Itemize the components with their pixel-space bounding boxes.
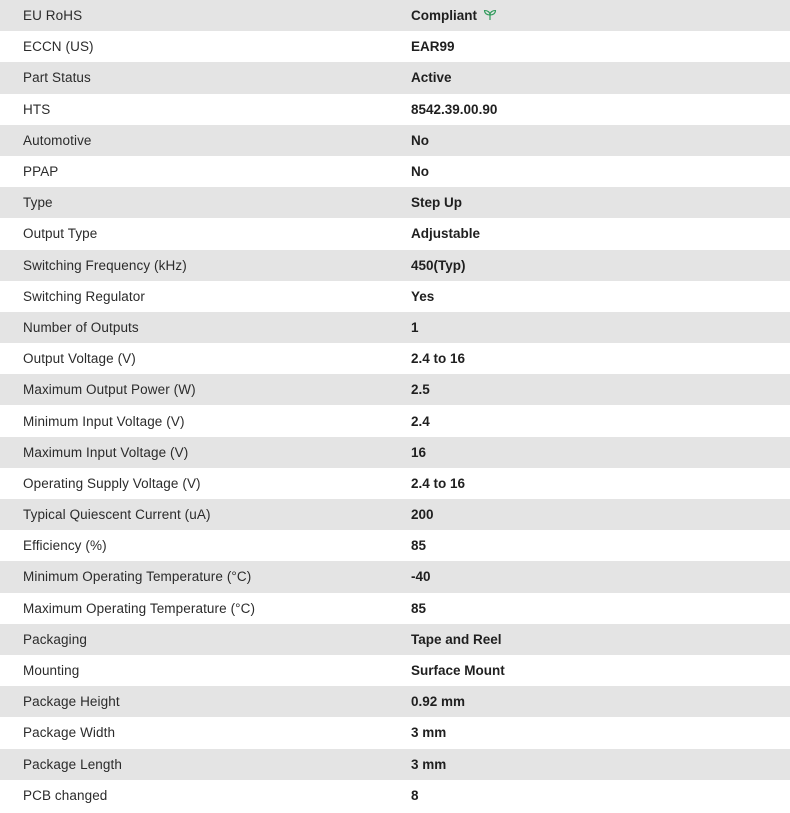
spec-row-ppap: [0, 156, 790, 187]
spec-value: EAR99: [411, 39, 455, 55]
spec-label: PCB changed: [23, 787, 108, 803]
spec-row-max-input-voltage: [0, 437, 790, 468]
spec-label: Maximum Input Voltage (V): [23, 444, 189, 460]
spec-value: 85: [411, 538, 427, 554]
spec-value: 8: [411, 787, 419, 803]
spec-label: Package Width: [23, 725, 116, 741]
spec-value: 0.92 mm: [411, 694, 466, 710]
spec-label: Part Status: [23, 70, 91, 86]
spec-label: Maximum Operating Temperature (°C): [23, 600, 256, 616]
spec-value: Compliant: [411, 8, 477, 24]
spec-label: Operating Supply Voltage (V): [23, 475, 201, 491]
spec-value: 3 mm: [411, 756, 447, 772]
spec-value: Adjustable: [411, 226, 481, 242]
spec-value: 450(Typ): [411, 257, 466, 273]
spec-row-min-input-voltage: [0, 405, 790, 436]
spec-row-switching-frequency: [0, 250, 790, 281]
spec-value: 3 mm: [411, 725, 447, 741]
spec-value: Tape and Reel: [411, 631, 502, 647]
spec-row-type: [0, 187, 790, 218]
spec-row-mounting: [0, 655, 790, 686]
spec-row-operating-supply-voltage: [0, 468, 790, 499]
spec-row-output-voltage: [0, 343, 790, 374]
spec-value: 16: [411, 444, 427, 460]
spec-row-eccn: [0, 31, 790, 62]
spec-row-package-width: [0, 717, 790, 748]
spec-value: Active: [411, 70, 452, 86]
spec-row-automotive: [0, 125, 790, 156]
spec-label: Efficiency (%): [23, 538, 107, 554]
spec-value: 2.4: [411, 413, 430, 429]
spec-value: Yes: [411, 288, 435, 304]
spec-value: -40: [411, 569, 431, 585]
spec-row-eu-rohs: [0, 0, 790, 31]
spec-label: Type: [23, 195, 53, 211]
spec-label: Minimum Input Voltage (V): [23, 413, 185, 429]
spec-value: 8542.39.00.90: [411, 101, 498, 117]
spec-label: Packaging: [23, 631, 87, 647]
spec-label: Mounting: [23, 663, 80, 679]
spec-label: HTS: [23, 101, 51, 117]
spec-row-hts: [0, 94, 790, 125]
spec-label: Minimum Operating Temperature (°C): [23, 569, 252, 585]
spec-value: Surface Mount: [411, 663, 505, 679]
spec-row-efficiency: [0, 530, 790, 561]
spec-row-max-output-power: [0, 374, 790, 405]
spec-label: PPAP: [23, 164, 59, 180]
spec-row-quiescent-current: [0, 499, 790, 530]
spec-value: 2.5: [411, 382, 430, 398]
spec-label: EU RoHS: [23, 8, 83, 24]
spec-label: Output Voltage (V): [23, 351, 136, 367]
spec-label: Number of Outputs: [23, 319, 139, 335]
spec-row-min-operating-temperature: [0, 561, 790, 592]
spec-label: Output Type: [23, 226, 98, 242]
spec-row-part-status: [0, 62, 790, 93]
spec-row-package-length: [0, 749, 790, 780]
spec-row-switching-regulator: [0, 281, 790, 312]
spec-value: 2.4 to 16: [411, 475, 466, 491]
spec-label: Maximum Output Power (W): [23, 382, 196, 398]
spec-label: Package Height: [23, 694, 120, 710]
leaf-icon: [483, 9, 497, 21]
spec-row-pcb-changed: [0, 780, 790, 811]
spec-row-packaging: [0, 624, 790, 655]
spec-row-package-height: [0, 686, 790, 717]
spec-row-output-type: [0, 218, 790, 249]
spec-value: 85: [411, 600, 427, 616]
spec-label: Package Length: [23, 756, 122, 772]
spec-value: 2.4 to 16: [411, 351, 466, 367]
spec-label: Switching Frequency (kHz): [23, 257, 187, 273]
spec-row-number-of-outputs: [0, 312, 790, 343]
spec-value: Step Up: [411, 195, 463, 211]
spec-label: Automotive: [23, 132, 92, 148]
spec-label: ECCN (US): [23, 39, 94, 55]
spec-label: Switching Regulator: [23, 288, 145, 304]
spec-value: 200: [411, 507, 434, 523]
spec-label: Typical Quiescent Current (uA): [23, 507, 211, 523]
spec-value: 1: [411, 319, 419, 335]
spec-row-max-operating-temperature: [0, 593, 790, 624]
spec-value: No: [411, 164, 429, 180]
spec-value: No: [411, 132, 429, 148]
